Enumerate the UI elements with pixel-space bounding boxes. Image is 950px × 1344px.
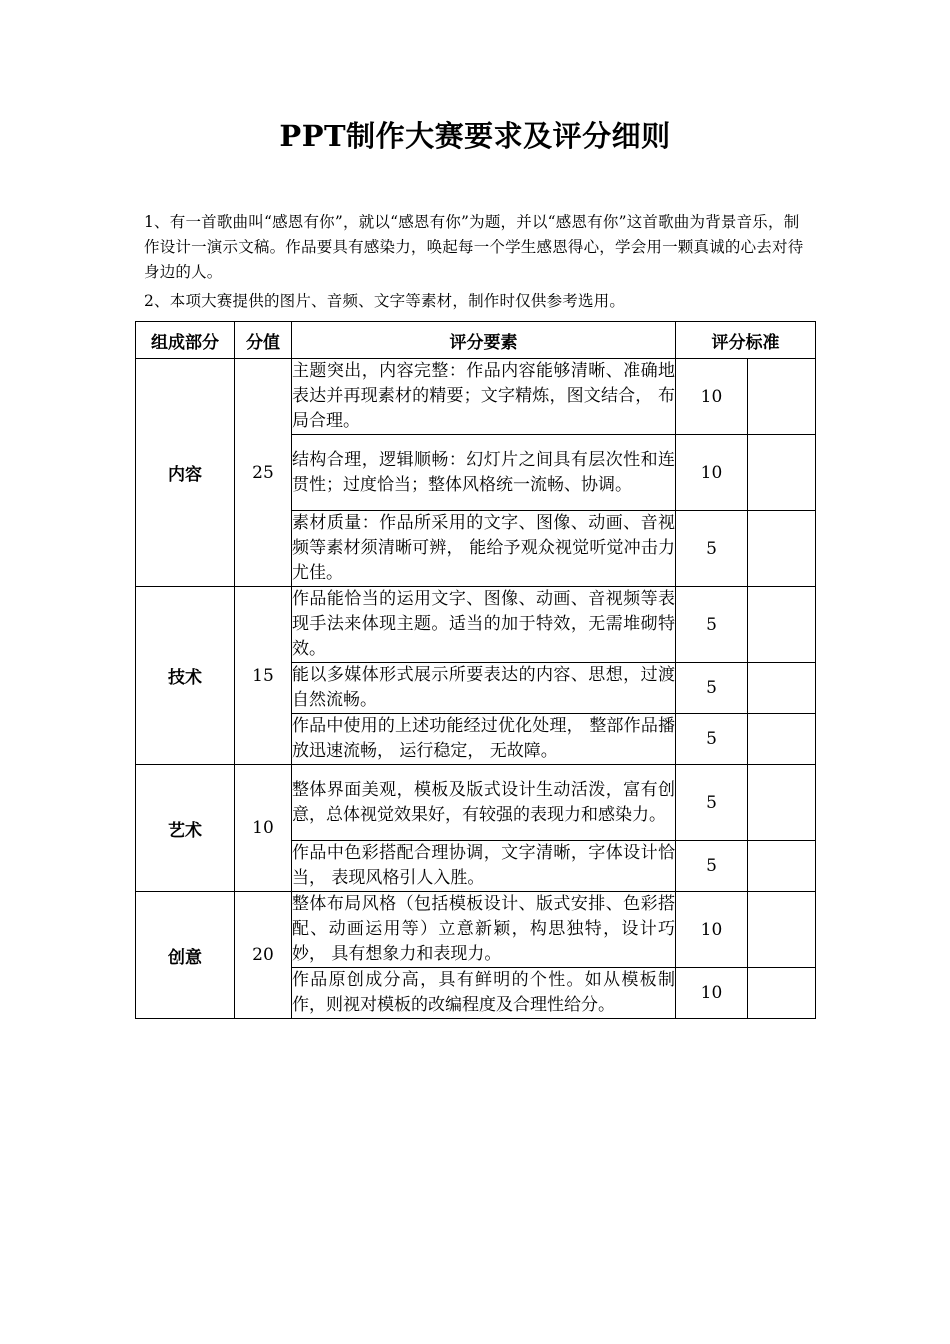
header-element: 评分要素 [292, 322, 676, 359]
standard-cell: 5 [676, 511, 748, 587]
element-cell: 作品能恰当的运用文字、图像、动画、音视频等表现手法来体现主题。适当的加于特效，无需堆砌特效。 [292, 587, 676, 663]
intro-paragraph-2: 2、本项大赛提供的图片、音频、文字等素材，制作时仅供参考选用。 [144, 292, 626, 310]
category-cell: 创意 [136, 892, 235, 1019]
element-cell: 结构合理，逻辑顺畅：幻灯片之间具有层次性和连贯性；过度恰当；整体风格统一流畅、协调。 [292, 435, 676, 511]
element-cell: 作品中色彩搭配合理协调，文字清晰，字体设计恰当， 表现风格引人入胜。 [292, 841, 676, 892]
blank-score-cell [748, 968, 816, 1019]
header-category: 组成部分 [136, 322, 235, 359]
points-cell: 25 [235, 359, 292, 587]
element-cell: 整体布局风格（包括模板设计、版式安排、色彩搭配、动画运用等）立意新颖，构思独特，设计巧妙， 具有想象力和表现力。 [292, 892, 676, 968]
element-cell: 整体界面美观，模板及版式设计生动活泼，富有创意，总体视觉效果好，有较强的表现力和感染力。 [292, 765, 676, 841]
blank-score-cell [748, 714, 816, 765]
blank-score-cell [748, 841, 816, 892]
category-cell: 内容 [136, 359, 235, 587]
standard-cell: 5 [676, 663, 748, 714]
standard-cell: 10 [676, 435, 748, 511]
standard-cell: 10 [676, 892, 748, 968]
blank-score-cell [748, 511, 816, 587]
standard-cell: 5 [676, 841, 748, 892]
points-cell: 10 [235, 765, 292, 892]
blank-score-cell [748, 587, 816, 663]
element-cell: 主题突出，内容完整：作品内容能够清晰、准确地表达并再现素材的精要；文字精炼，图文结合， 布局合理。 [292, 359, 676, 435]
standard-cell: 10 [676, 359, 748, 435]
blank-score-cell [748, 663, 816, 714]
standard-cell: 5 [676, 765, 748, 841]
element-cell: 作品中使用的上述功能经过优化处理， 整部作品播放迅速流畅， 运行稳定， 无故障。 [292, 714, 676, 765]
blank-score-cell [748, 765, 816, 841]
standard-cell: 5 [676, 714, 748, 765]
table-row [136, 892, 816, 968]
points-cell: 15 [235, 587, 292, 765]
document-title: PPT制作大赛要求及评分细则 [279, 119, 671, 153]
blank-score-cell [748, 435, 816, 511]
category-cell: 艺术 [136, 765, 235, 892]
standard-cell: 5 [676, 587, 748, 663]
blank-score-cell [748, 359, 816, 435]
table-row [136, 587, 816, 663]
standard-cell: 10 [676, 968, 748, 1019]
points-cell: 20 [235, 892, 292, 1019]
category-cell: 技术 [136, 587, 235, 765]
table-row [136, 359, 816, 435]
element-cell: 素材质量：作品所采用的文字、图像、动画、音视频等素材须清晰可辨， 能给予观众视觉听觉冲击力尤佳。 [292, 511, 676, 587]
blank-score-cell [748, 892, 816, 968]
scoring-table [135, 321, 816, 1019]
intro-section [144, 210, 812, 318]
intro-paragraph-1: 1、有一首歌曲叫“感恩有你”，就以“感恩有你”为题，并以“感恩有你”这首歌曲为背景音乐，制作设计一演示文稿。作品要具有感染力，唤起每一个学生感恩得心，学会用一颗真诚的心去对待身边的人。 [144, 213, 804, 281]
header-standard: 评分标准 [676, 322, 816, 359]
element-cell: 能以多媒体形式展示所要表达的内容、思想，过渡自然流畅。 [292, 663, 676, 714]
header-points: 分值 [235, 322, 292, 359]
table-header-row [136, 322, 816, 359]
table-row [136, 765, 816, 841]
element-cell: 作品原创成分高，具有鲜明的个性。如从模板制作，则视对模板的改编程度及合理性给分。 [292, 968, 676, 1019]
